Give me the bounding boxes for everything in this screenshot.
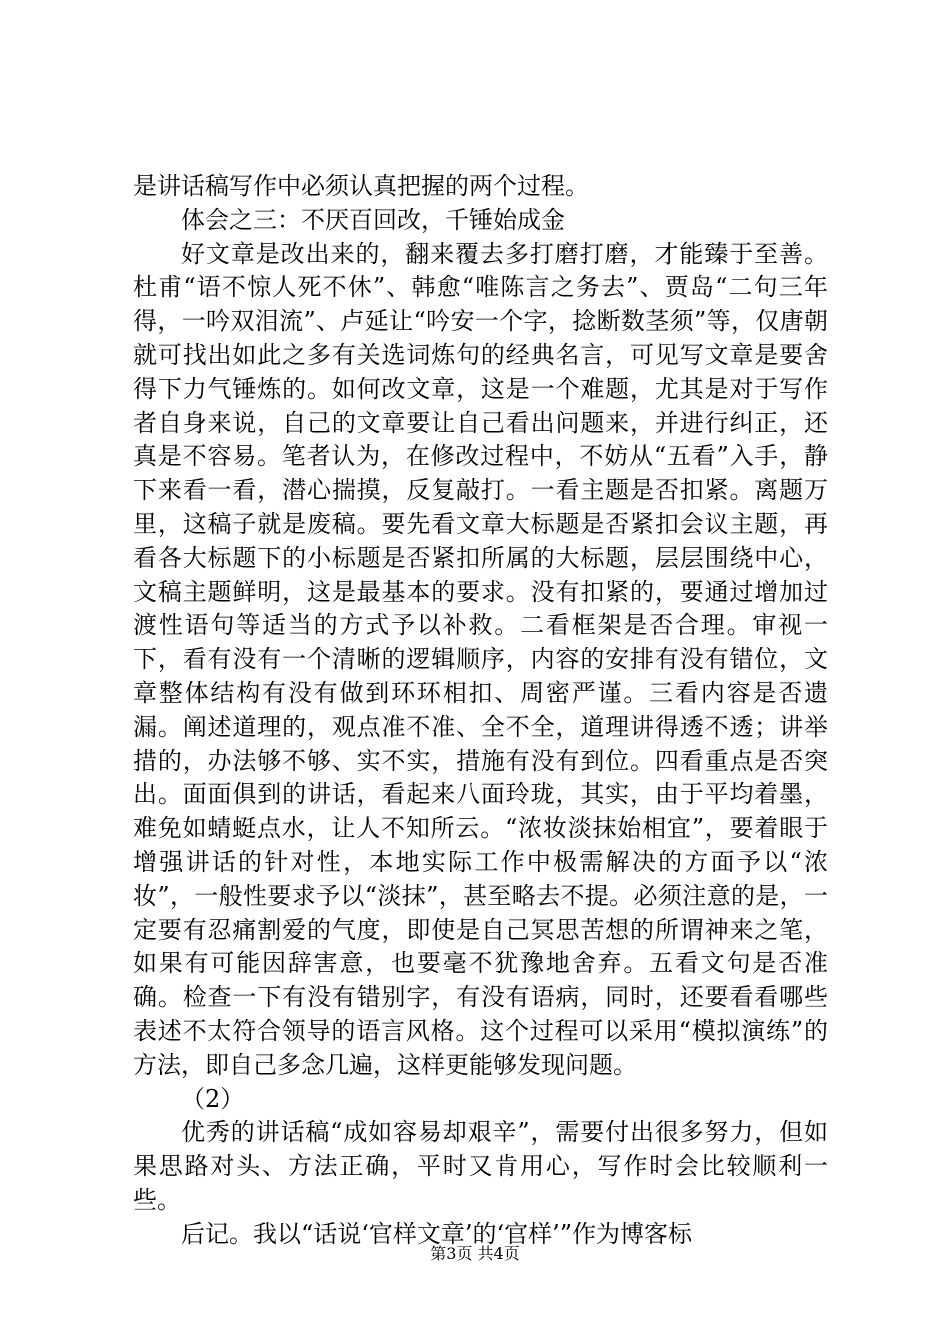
paragraph-revision-method: 好文章是改出来的，翻来覆去多打磨打磨，才能臻于至善。杜甫“语不惊人死不休”、韩愈“唯陈言之务去”、贾岛“二句三年得，一吟双泪流”、卢延让“吟安一个字，捻断数茎须”等，仅唐朝就可找出如此之多有关选词炼句的经典名言，可见写文章是要舍得下力气锤炼的。如何改文章，这是一个难题，尤其是对于写作者自身来说，自己的文章要让自己看出问题来，并进行纠正，还真是不容易。笔者认为，在修改过程中，不妨从“五看”入手，静下来看一看，潜心揣摸，反复敲打。一看主题是否扣紧。离题万里，这稿子就是废稿。要先看文章大标题是否紧扣会议主题，再看各大标题下的小标题是否紧扣所属的大标题，层层围绕中心，文稿主题鲜明，这是最基本的要求。没有扣紧的，要通过增加过渡性语句等适当的方式予以补救。二看框架是否合理。审视一下，看有没有一个清晰的逻辑顺序，内容的安排有没有错位，文章整体结构有没有做到环环相扣、周密严谨。三看内容是否遗漏。阐述道理的，观点准不准、全不全，道理讲得透不透；讲举措的，办法够不够、实不实，措施有没有到位。四看重点是否突出。面面俱到的讲话，看起来八面玲珑，其实，由于平均着墨，难免如蜻蜓点水，让人不知所云。“浓妆淡抹始相宜”，要着眼于增强讲话的针对性，本地实际工作中极需解决的方面予以“浓妆”，一般性要求予以“淡抹”，甚至略去不提。必须注意的是，一定要有忍痛割爱的气度，即使是自己冥思苦想的所谓神来之笔，如果有可能因辞害意，也要毫不犹豫地舍弃。五看文句是否准确。检查一下有没有错别字，有没有语病，同时，还要看看哪些表述不太符合领导的语言风格。这个过程可以采用“模拟演练”的方法，即自己多念几遍，这样更能够发现问题。 [133,239,828,1079]
section-heading: 体会之三：不厌百回改，千锤始成金 [181,205,565,234]
paragraph-afterword: 后记。我以“话说‘官样文章’的‘官样’”作为博客标 [181,1219,693,1248]
page-footer: 第3页 共4页 [430,1244,520,1263]
paragraph-conclusion: 优秀的讲话稿“成如容易却艰辛”，需要付出很多努力，但如果思路对头、方法正确，平时又肯用心，写作时会比较顺利一些。 [133,1118,828,1214]
paragraph-marker: （2） [181,1084,245,1113]
paragraph-continuation: 是讲话稿写作中必须认真把握的两个过程。 [133,172,589,200]
document-body [133,170,828,1252]
